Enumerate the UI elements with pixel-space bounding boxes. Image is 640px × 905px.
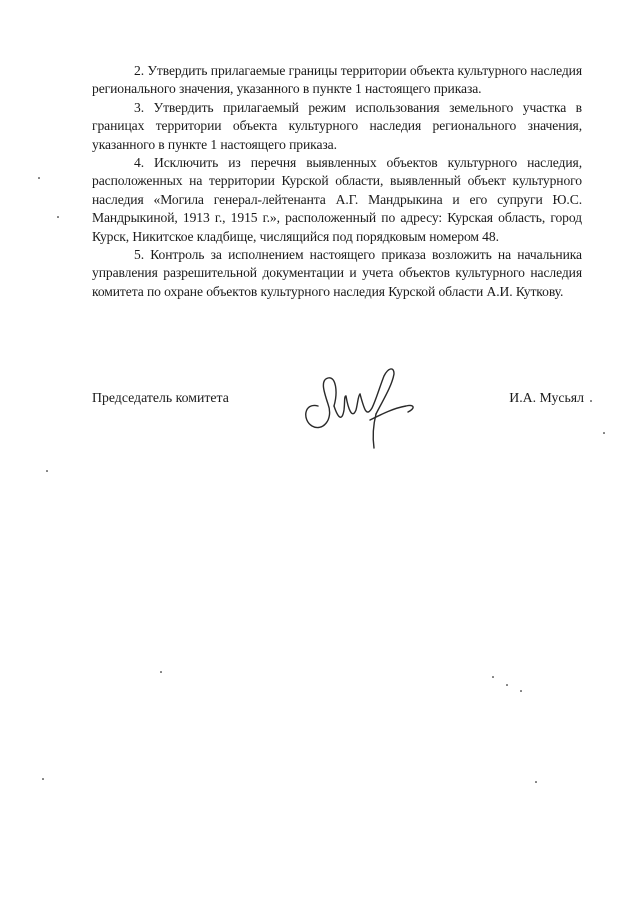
paragraph-3: 3. Утвердить прилагаемый режим использования земельного участка в границах территории объекта культурного наследия регионального значения, указанного в пункте 1 настоящего приказа. (92, 99, 582, 152)
signatory-position: Председатель комитета (92, 390, 229, 405)
scan-speck (535, 781, 537, 783)
paragraph-4: 4. Исключить из перечня выявленных объектов культурного наследия, расположенных на территории Курской области, выявленный объект культурного наследия «Могила генерал-лейтенанта А.Г. Мандрыкина и его супруги Ю.С. Мандрыкиной, 1913 г., 1915 г.», расположенный по адресу: Курская область, город Курск, Никитское кладбище, числящийся под порядковым номером 48. (92, 155, 582, 244)
scan-speck (57, 216, 59, 218)
scan-speck (46, 470, 48, 472)
signature-block (92, 386, 584, 466)
scan-speck (506, 684, 508, 686)
handwritten-signature (298, 362, 422, 454)
scan-speck (42, 778, 44, 780)
scan-speck (520, 690, 522, 692)
order-body (92, 62, 582, 301)
scan-speck (492, 676, 494, 678)
paragraph-5: 5. Контроль за исполнением настоящего приказа возложить на начальника управления разрешительной документации и учета объектов культурного наследия комитета по охране объектов культурного наследия Курской области А.И. Куткову. (92, 247, 582, 299)
scan-speck (603, 432, 605, 434)
signatory-name: И.А. Мусьял (509, 390, 584, 405)
paragraph-2: 2. Утвердить прилагаемые границы территории объекта культурного наследия регионального значения, указанного в пункте 1 настоящего приказа. (92, 63, 582, 97)
scan-speck (38, 177, 40, 179)
scan-speck (590, 400, 592, 402)
scan-speck (160, 671, 162, 673)
